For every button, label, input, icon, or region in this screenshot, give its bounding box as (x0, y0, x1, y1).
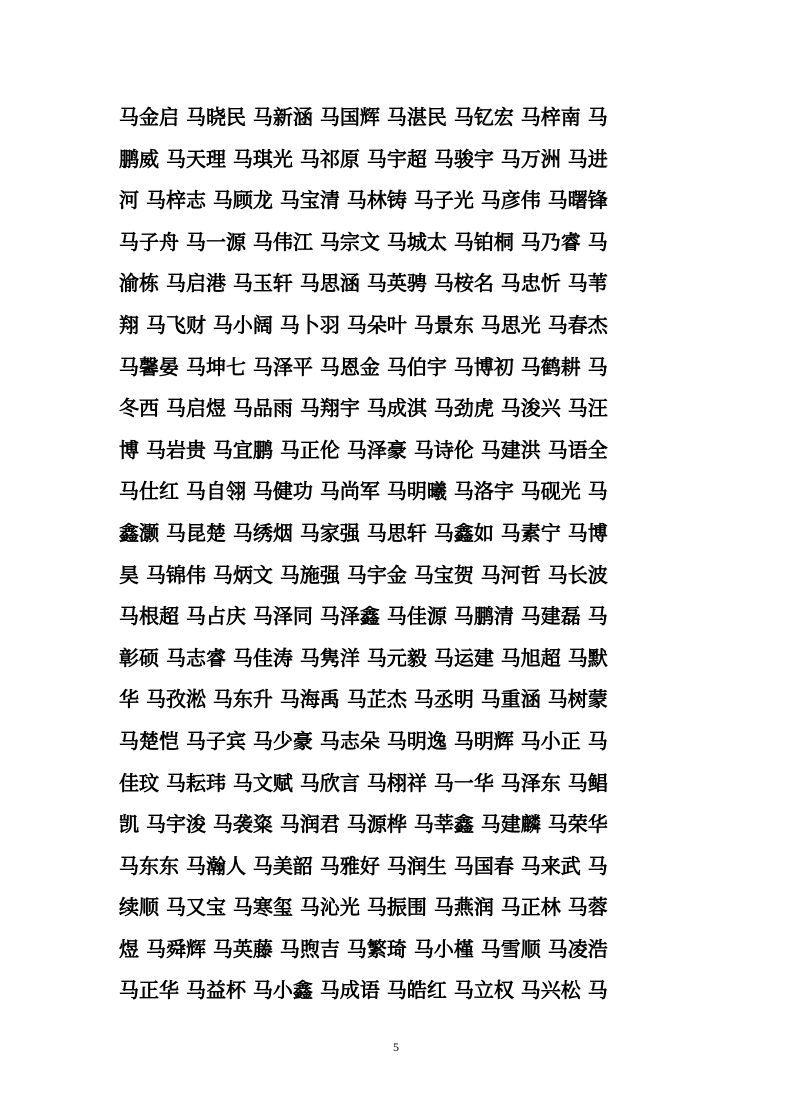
page-number: 5 (393, 1040, 399, 1054)
text-line: 马东东 马瀚人 马美韶 马雅好 马润生 马国春 马来武 马 (119, 853, 608, 878)
text-line: 博 马岩贵 马宜鹏 马正伦 马泽豪 马诗伦 马建洪 马语全 (119, 437, 608, 462)
text-line: 渝栋 马启港 马玉轩 马思涵 马英骋 马桉名 马忠忻 马苇 (119, 271, 608, 296)
text-line: 马子舟 马一源 马伟江 马宗文 马城太 马铂桐 马乃睿 马 (119, 229, 608, 254)
text-line: 鑫灏 马昆楚 马绣烟 马家强 马思轩 马鑫如 马素宁 马博 (119, 520, 608, 545)
text-line: 昊 马锦伟 马炳文 马施强 马宇金 马宝贺 马河哲 马长波 (119, 562, 608, 587)
text-line: 凯 马宇浚 马袭粢 马润君 马源桦 马莘鑫 马建麟 马荣华 (119, 812, 608, 837)
text-line: 翔 马飞财 马小阔 马卜羽 马朵叶 马景东 马思光 马春杰 (119, 312, 608, 337)
text-line: 彰硕 马志睿 马佳涛 马隽洋 马元毅 马运建 马旭超 马默 (119, 645, 608, 670)
text-line: 佳玟 马耘玮 马文赋 马欣言 马栩祥 马一华 马泽东 马鲳 (119, 770, 608, 795)
text-line: 冬西 马启煜 马品雨 马翔宇 马成淇 马劲虎 马浚兴 马汪 (119, 396, 608, 421)
text-line: 河 马梓志 马顾龙 马宝清 马林铸 马子光 马彦伟 马曙锋 (119, 188, 608, 213)
text-line: 马仕红 马自翎 马健功 马尚军 马明曦 马洛宇 马砚光 马 (119, 479, 608, 504)
name-list-text (119, 97, 679, 1012)
text-line: 马根超 马占庆 马泽同 马泽鑫 马佳源 马鹏清 马建磊 马 (119, 604, 608, 629)
text-line: 续顺 马又宝 马寒玺 马沁光 马振围 马燕润 马正林 马蓉 (119, 895, 608, 920)
text-line: 马正华 马益杯 马小鑫 马成语 马皓红 马立权 马兴松 马 (119, 978, 608, 1003)
text-line: 马馨晏 马坤七 马泽平 马恩金 马伯宇 马博初 马鹤耕 马 (119, 354, 608, 379)
text-line: 华 马孜淞 马东升 马海禹 马芷杰 马丞明 马重涵 马树蒙 (119, 687, 608, 712)
text-line: 马楚恺 马子宾 马少豪 马志朵 马明逸 马明辉 马小正 马 (119, 728, 608, 753)
text-line: 鹏威 马天理 马琪光 马祁原 马宇超 马骏宇 马万洲 马进 (119, 146, 608, 171)
text-line: 马金启 马晓民 马新涵 马国辉 马湛民 马钇宏 马梓南 马 (119, 105, 608, 129)
text-line: 煜 马舜辉 马英藤 马煦吉 马繁琦 马小槿 马雪顺 马凌浩 (119, 936, 608, 961)
